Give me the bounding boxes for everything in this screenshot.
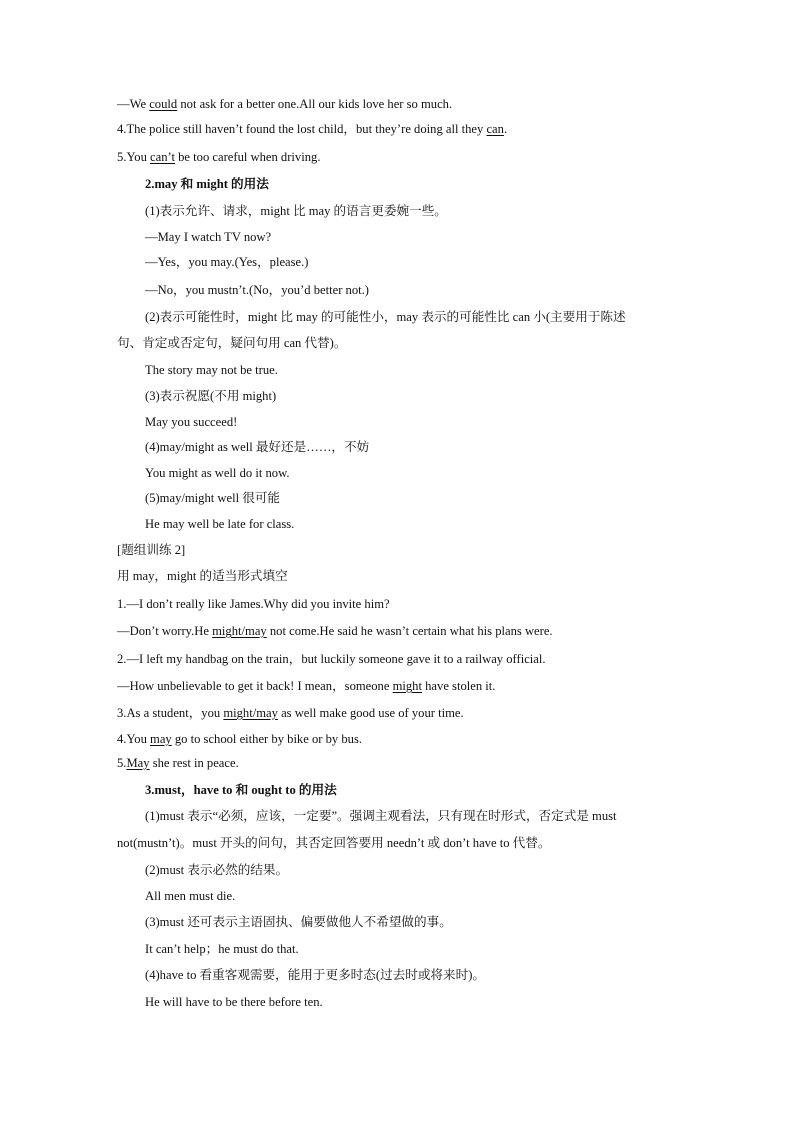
text-line [145, 202, 447, 220]
text-segment: (5)may/might well 很可能 [145, 491, 281, 505]
exercise-line [117, 622, 553, 640]
answer-blank: may [150, 732, 172, 746]
text-segment: 3.must，have to 和 ought to 的用法 [145, 783, 337, 797]
example-line [145, 253, 308, 271]
exercise-line [117, 650, 546, 668]
text-segment: He may well be late for class. [145, 517, 295, 531]
text-segment: not come.He said he wasn’t certain what his plans were. [266, 624, 553, 638]
exercise-heading [117, 541, 185, 559]
text-line [145, 807, 617, 825]
text-segment: . [503, 122, 508, 136]
section-heading [145, 175, 269, 193]
text-line [117, 834, 550, 852]
text-segment: go to school either by bike or by bus. [171, 732, 362, 746]
section-heading [145, 781, 337, 799]
answer-blank: can’t [150, 150, 175, 164]
text-segment: 句、肯定或否定句，疑问句用 can 代替)。 [117, 336, 347, 350]
answer-blank: might [392, 679, 422, 693]
text-segment: —We [117, 97, 150, 111]
answer-blank: could [149, 97, 178, 111]
text-segment: 3.As a student，you [117, 706, 224, 720]
example-line [145, 993, 323, 1011]
text-segment: 用 may，might 的适当形式填空 [117, 569, 288, 583]
text-segment: —No，you mustn’t.(No，you’d better not.) [145, 283, 369, 297]
example-line [145, 464, 290, 482]
example-line [145, 361, 278, 379]
text-segment: (4)may/might as well 最好还是……，不妨 [145, 440, 370, 454]
answer-blank: might/may [212, 624, 267, 638]
text-segment: [题组训练 2] [117, 543, 186, 557]
exercise-instruction [117, 567, 288, 585]
text-segment: not(mustn’t)。must 开头的问句，其否定回答要用 needn’t 或 don’t have to 代替。 [117, 836, 551, 850]
text-segment: 2.—I left my handbag on the train，but luckily someone gave it to a railway official. [117, 652, 546, 666]
text-segment: All men must die. [145, 889, 236, 903]
text-segment: (1)表示允许、请求，might 比 may 的语言更委婉一些。 [145, 204, 447, 218]
text-segment: The story may not be true. [145, 363, 278, 377]
text-segment: be too careful when driving. [174, 150, 321, 164]
text-segment: May you succeed! [145, 415, 238, 429]
example-line [145, 413, 237, 431]
text-segment: —Yes，you may.(Yes，please.) [145, 255, 309, 269]
text-segment: 2.may 和 might 的用法 [145, 177, 269, 191]
example-line [145, 228, 271, 246]
text-line [145, 308, 626, 326]
text-segment: (3)must 还可表示主语固执、偏要做他人不希望做的事。 [145, 915, 452, 929]
text-segment: have stolen it. [421, 679, 496, 693]
text-line [145, 387, 276, 405]
text-segment: (1)must 表示“必须，应该，一定要”。强调主观看法，只有现在时形式，否定式是 must [145, 809, 617, 823]
text-line [145, 489, 280, 507]
example-line [145, 887, 235, 905]
text-segment: (4)have to 看重客观需要，能用于更多时态(过去时或将来时)。 [145, 968, 486, 982]
text-segment: It can’t help；he must do that. [145, 942, 299, 956]
answer-blank: can [486, 122, 504, 136]
text-segment: You might as well do it now. [145, 466, 290, 480]
exercise-line [117, 754, 239, 772]
exercise-line [117, 730, 362, 748]
answer-blank: might/may [223, 706, 278, 720]
text-segment: —Don’t worry.He [117, 624, 213, 638]
text-line [117, 95, 452, 113]
example-line [145, 515, 294, 533]
text-segment: as well make good use of your time. [277, 706, 464, 720]
answer-blank: May [126, 756, 150, 770]
text-segment: (2)must 表示必然的结果。 [145, 863, 289, 877]
text-line [145, 438, 369, 456]
text-segment: He will have to be there before ten. [145, 995, 323, 1009]
text-line [145, 913, 452, 931]
example-line [145, 940, 299, 958]
text-segment: she rest in peace. [149, 756, 239, 770]
text-segment: (2)表示可能性时，might 比 may 的可能性小，may 表示的可能性比 can 小(主要用于陈述 [145, 310, 626, 324]
text-segment: 5. [117, 756, 127, 770]
text-line [145, 861, 288, 879]
text-segment: 4.You [117, 732, 151, 746]
text-segment: (3)表示祝愿(不用 might) [145, 389, 277, 403]
text-segment: 1.—I don’t really like James.Why did you invite him? [117, 597, 390, 611]
text-line [145, 966, 485, 984]
text-line [117, 148, 320, 166]
exercise-line [117, 595, 390, 613]
text-segment: not ask for a better one.All our kids love her so much. [177, 97, 453, 111]
exercise-line [117, 677, 495, 695]
text-segment: —How unbelievable to get it back! I mean，someone [117, 679, 393, 693]
text-segment: —May I watch TV now? [145, 230, 272, 244]
text-line [117, 334, 346, 352]
text-segment: 5.You [117, 150, 151, 164]
text-line [117, 120, 507, 138]
example-line [145, 281, 369, 299]
exercise-line [117, 704, 464, 722]
text-segment: 4.The police still haven’t found the lost child，but they’re doing all they [117, 122, 487, 136]
